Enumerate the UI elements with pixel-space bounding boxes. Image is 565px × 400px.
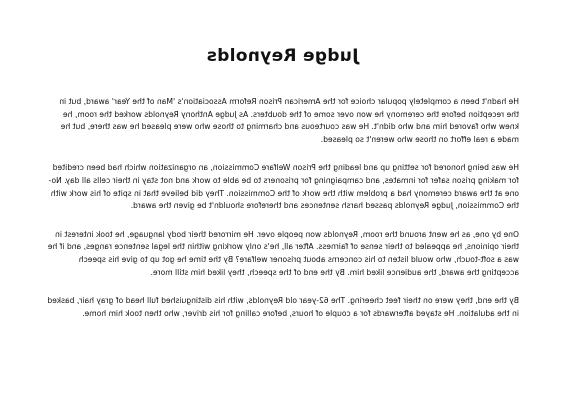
document-body: [45, 96, 519, 336]
paragraph-1: He hadn't been a completely popular choice for the American Prison Reform Association's 'Man of the Year' award, but in the reception before the ceremony he won over some of the doubters. As Judge Anthony Reynolds worked the room, he knew who favored him and who didn't. He was courteous and charming to those who were pleased he was there, but he made a real effort on those who weren't so pleased.: [59, 97, 519, 144]
document-title: Judge Reynolds: [206, 46, 359, 66]
paragraph-4: By the end, they were on their feet cheering. The 62-year old Reynolds, with his distinguished full head of gray hair, basked in the adulation. He stayed afterwards for a couple of hours, before calling for his driver, who then took him home.: [47, 296, 519, 318]
paragraph-2: He was being honored for setting up and leading the Prison Welfare Commission, an organization which had been credited for making prison safer for inmates, and campaigning for prisoners to be able to work and not stay in their cells all day. No-one at the award ceremony had a problem with the work of the Commission. They did believe that in spite of his work with the Commission, Judge Reynolds passed harsh sentences and therefore shouldn't be given the award.: [48, 163, 519, 211]
paragraph-3: One by one, as he went around the room, Reynolds won people over. He mirrored their body language, he took interest in their opinions, he appealed to their sense of fairness. After all, he's only working within the legal sentence ranges, and if he was a soft-touch, who would listen to his concerns about prisoner welfare? By the time he got up to give his speech accepting the award, the audience liked him. By the end of the speech, they liked him still more.: [47, 229, 519, 277]
